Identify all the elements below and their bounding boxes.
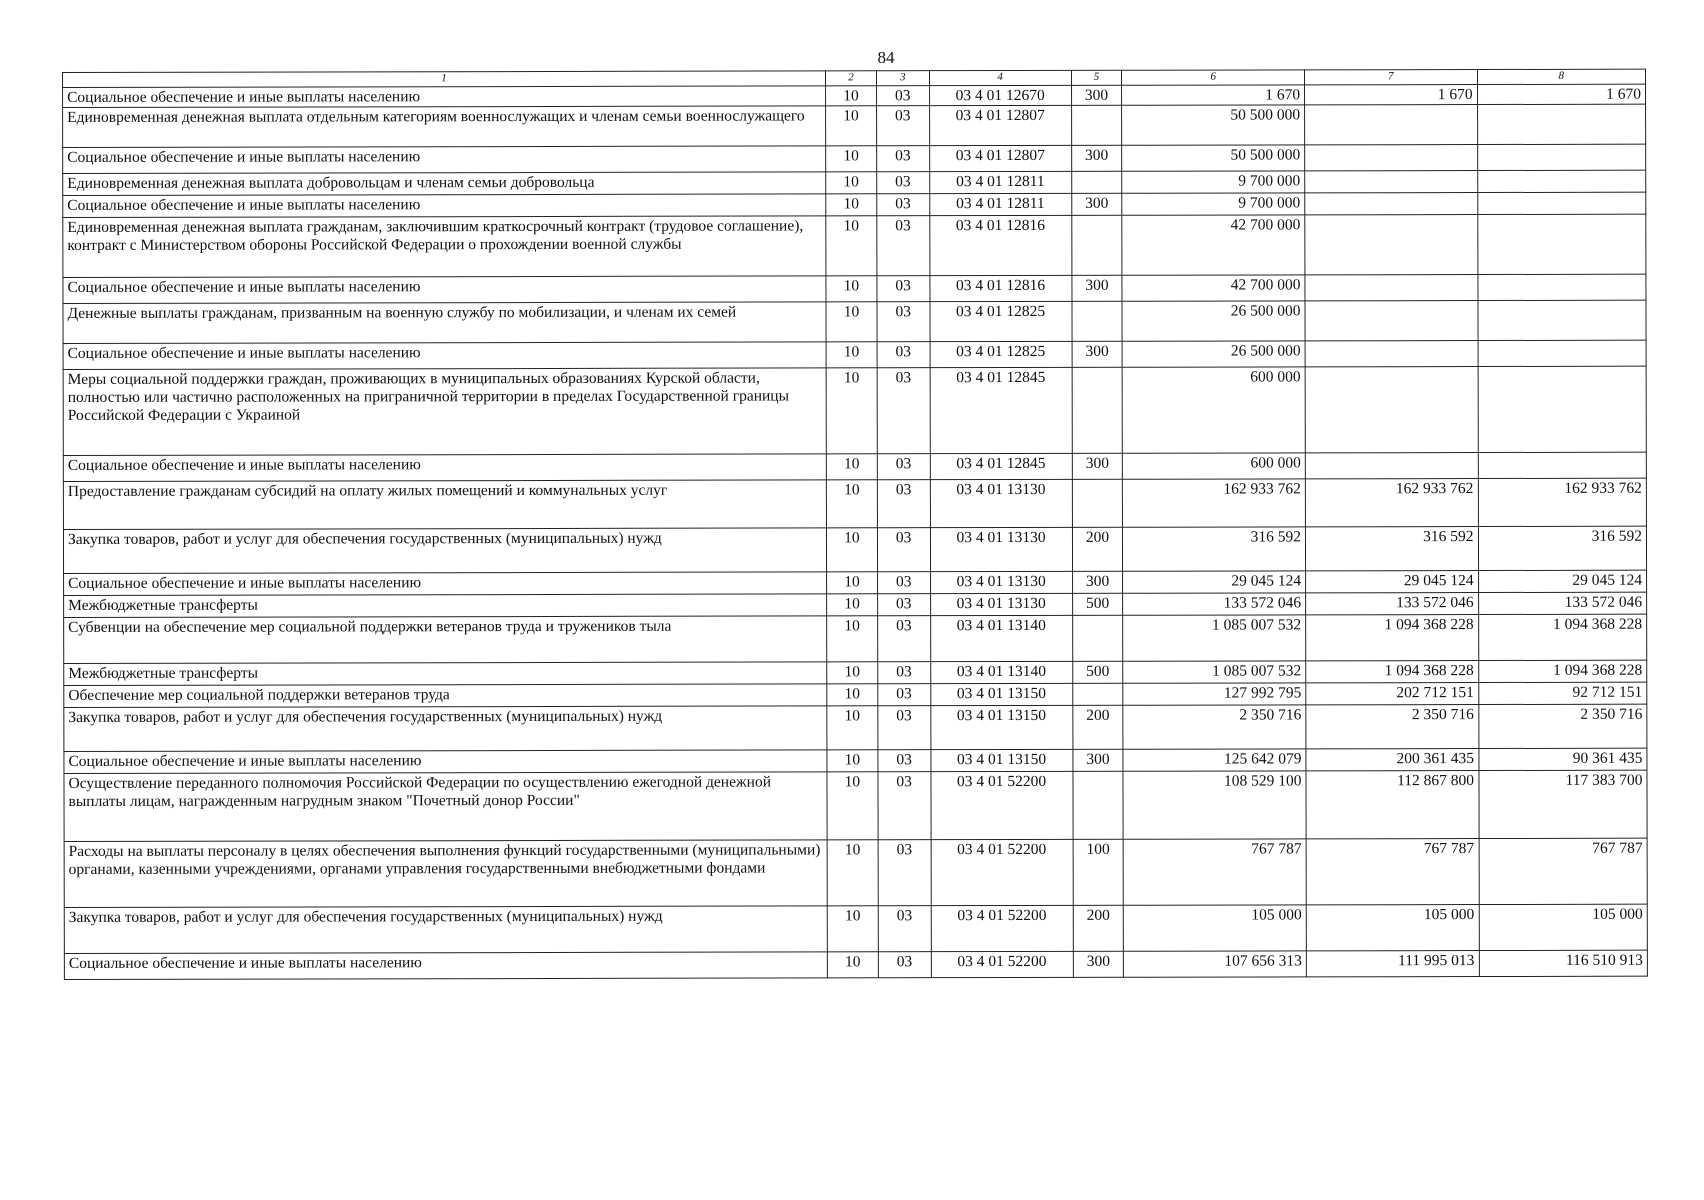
expense-type-code bbox=[1073, 771, 1124, 839]
page-number: 84 bbox=[877, 48, 895, 67]
subsection-code: 03 bbox=[877, 528, 930, 572]
amount-col-7: 202 712 151 bbox=[1306, 683, 1479, 705]
amount-col-8 bbox=[1477, 274, 1646, 300]
amount-col-8: 162 933 762 bbox=[1478, 478, 1647, 526]
expense-type-code bbox=[1072, 615, 1123, 661]
amount-col-6: 162 933 762 bbox=[1123, 479, 1306, 527]
amount-col-6: 1 085 007 532 bbox=[1123, 661, 1306, 683]
table-row bbox=[63, 366, 1646, 455]
column-number: 8 bbox=[1477, 69, 1646, 84]
subsection-code: 03 bbox=[878, 906, 931, 952]
section-code: 10 bbox=[827, 528, 878, 572]
section-code: 10 bbox=[827, 684, 878, 706]
amount-col-6: 133 572 046 bbox=[1123, 593, 1306, 615]
amount-col-6: 600 000 bbox=[1123, 453, 1306, 479]
expense-type-code: 300 bbox=[1071, 193, 1122, 215]
row-name: Социальное обеспечение и иные выплаты населению bbox=[63, 146, 826, 174]
target-article-code: 03 4 01 12807 bbox=[929, 145, 1071, 171]
amount-col-7: 200 361 435 bbox=[1306, 749, 1479, 771]
column-number: 2 bbox=[826, 71, 877, 86]
expense-type-code: 300 bbox=[1073, 749, 1124, 771]
target-article-code: 03 4 01 13130 bbox=[930, 571, 1072, 593]
amount-col-6: 125 642 079 bbox=[1123, 749, 1306, 771]
amount-col-7 bbox=[1305, 275, 1478, 301]
section-code: 10 bbox=[826, 216, 877, 276]
section-code: 10 bbox=[826, 302, 877, 342]
row-name: Единовременная денежная выплата добровольцам и членам семьи добровольца bbox=[63, 172, 826, 196]
section-code: 10 bbox=[827, 840, 878, 906]
amount-col-6: 42 700 000 bbox=[1122, 215, 1305, 275]
section-code: 10 bbox=[826, 276, 877, 302]
expense-type-code bbox=[1072, 683, 1123, 705]
row-name: Единовременная денежная выплата отдельным категориям военнослужащих и членам семьи военнослужащего bbox=[63, 106, 826, 148]
target-article-code: 03 4 01 13130 bbox=[930, 479, 1072, 527]
subsection-code: 03 bbox=[877, 368, 930, 454]
row-name: Социальное обеспечение и иные выплаты населению bbox=[63, 454, 826, 482]
target-article-code: 03 4 01 12825 bbox=[930, 301, 1072, 341]
amount-col-8 bbox=[1477, 104, 1646, 144]
subsection-code: 03 bbox=[878, 772, 931, 840]
target-article-code: 03 4 01 12670 bbox=[929, 85, 1071, 105]
row-name: Социальное обеспечение и иные выплаты населению bbox=[64, 952, 827, 980]
amount-col-7: 1 094 368 228 bbox=[1306, 661, 1479, 683]
amount-col-8: 1 094 368 228 bbox=[1478, 660, 1647, 682]
row-name: Социальное обеспечение и иные выплаты населению bbox=[63, 194, 826, 218]
section-code: 10 bbox=[827, 662, 878, 684]
section-code: 10 bbox=[827, 572, 878, 594]
amount-col-7: 316 592 bbox=[1305, 527, 1478, 571]
amount-col-7 bbox=[1305, 145, 1478, 171]
column-number: 1 bbox=[63, 71, 826, 88]
column-number: 3 bbox=[876, 71, 929, 86]
target-article-code: 03 4 01 13140 bbox=[930, 615, 1072, 661]
amount-col-8 bbox=[1478, 452, 1647, 478]
amount-col-6: 2 350 716 bbox=[1123, 705, 1306, 749]
amount-col-6: 50 500 000 bbox=[1122, 145, 1305, 171]
subsection-code: 03 bbox=[878, 952, 931, 978]
amount-col-7 bbox=[1305, 215, 1478, 275]
section-code: 10 bbox=[826, 454, 877, 480]
table-row bbox=[63, 214, 1646, 277]
amount-col-6: 600 000 bbox=[1122, 367, 1305, 453]
column-number: 6 bbox=[1122, 70, 1305, 85]
subsection-code: 03 bbox=[877, 276, 930, 302]
amount-col-7 bbox=[1305, 341, 1478, 367]
target-article-code: 03 4 01 12816 bbox=[929, 215, 1071, 275]
expense-type-code: 300 bbox=[1073, 951, 1124, 977]
expense-type-code: 200 bbox=[1073, 905, 1124, 951]
row-name: Социальное обеспечение и иные выплаты населению bbox=[63, 86, 826, 108]
table-row bbox=[63, 526, 1646, 573]
expense-type-code: 500 bbox=[1072, 661, 1123, 683]
table-row bbox=[63, 274, 1646, 303]
row-name: Денежные выплаты гражданам, призванным на военную службу по мобилизации, и членам их семей bbox=[63, 302, 826, 344]
subsection-code: 03 bbox=[878, 706, 931, 750]
row-name: Меры социальной поддержки граждан, проживающих в муниципальных образованиях Курской области, полностью или частично расположенных на приграничной территории в пределах Государственной границы Российской Федерации с Украиной bbox=[63, 368, 826, 456]
target-article-code: 03 4 01 12811 bbox=[929, 193, 1071, 215]
column-number: 5 bbox=[1071, 70, 1122, 85]
section-code: 10 bbox=[827, 750, 878, 772]
amount-col-7: 112 867 800 bbox=[1306, 771, 1479, 839]
expense-type-code bbox=[1072, 301, 1123, 341]
table-row bbox=[63, 478, 1646, 529]
section-code: 10 bbox=[827, 594, 878, 616]
row-name: Закупка товаров, работ и услуг для обеспечения государственных (муниципальных) нужд bbox=[63, 528, 826, 574]
row-name: Социальное обеспечение и иные выплаты населению bbox=[64, 750, 827, 774]
amount-col-6: 9 700 000 bbox=[1122, 193, 1305, 215]
subsection-code: 03 bbox=[877, 216, 930, 276]
target-article-code: 03 4 01 12811 bbox=[929, 171, 1071, 193]
target-article-code: 03 4 01 12825 bbox=[930, 341, 1072, 367]
expense-type-code: 300 bbox=[1071, 145, 1122, 171]
amount-col-7 bbox=[1305, 171, 1478, 193]
subsection-code: 03 bbox=[876, 106, 929, 146]
table-row bbox=[64, 950, 1647, 979]
row-name: Закупка товаров, работ и услуг для обеспечения государственных (муниципальных) нужд bbox=[64, 906, 827, 954]
expense-type-code: 200 bbox=[1072, 705, 1123, 749]
row-name: Обеспечение мер социальной поддержки ветеранов труда bbox=[64, 684, 827, 708]
target-article-code: 03 4 01 13140 bbox=[930, 661, 1072, 683]
budget-table bbox=[62, 69, 1648, 980]
expense-type-code: 300 bbox=[1072, 341, 1123, 367]
section-code: 10 bbox=[826, 106, 877, 146]
amount-col-6: 108 529 100 bbox=[1123, 771, 1306, 839]
table-row bbox=[63, 104, 1646, 147]
amount-col-8 bbox=[1478, 340, 1647, 366]
subsection-code: 03 bbox=[876, 86, 929, 106]
target-article-code: 03 4 01 13150 bbox=[930, 749, 1072, 771]
amount-col-7 bbox=[1305, 453, 1478, 479]
section-code: 10 bbox=[827, 952, 878, 978]
amount-col-8: 767 787 bbox=[1479, 838, 1648, 904]
amount-col-7 bbox=[1305, 367, 1478, 453]
target-article-code: 03 4 01 52200 bbox=[931, 771, 1073, 839]
target-article-code: 03 4 01 12845 bbox=[930, 453, 1072, 479]
amount-col-7: 2 350 716 bbox=[1306, 705, 1479, 749]
expense-type-code: 200 bbox=[1072, 527, 1123, 571]
subsection-code: 03 bbox=[877, 194, 930, 216]
table-row bbox=[63, 340, 1646, 369]
amount-col-7 bbox=[1305, 193, 1478, 215]
expense-type-code bbox=[1072, 367, 1123, 453]
target-article-code: 03 4 01 13130 bbox=[930, 527, 1072, 571]
amount-col-8 bbox=[1477, 144, 1646, 170]
amount-col-6: 105 000 bbox=[1124, 905, 1307, 951]
column-number: 4 bbox=[929, 70, 1071, 85]
expense-type-code: 300 bbox=[1072, 571, 1123, 593]
subsection-code: 03 bbox=[877, 342, 930, 368]
subsection-code: 03 bbox=[877, 572, 930, 594]
amount-col-7: 111 995 013 bbox=[1306, 951, 1479, 977]
subsection-code: 03 bbox=[877, 616, 930, 662]
amount-col-7 bbox=[1305, 301, 1478, 341]
amount-col-6: 767 787 bbox=[1123, 839, 1306, 905]
amount-col-6: 127 992 795 bbox=[1123, 683, 1306, 705]
row-name: Субвенции на обеспечение мер социальной поддержки ветеранов труда и тружеников тыла bbox=[64, 616, 827, 664]
amount-col-8: 29 045 124 bbox=[1478, 570, 1647, 592]
target-article-code: 03 4 01 13150 bbox=[930, 705, 1072, 749]
expense-type-code: 100 bbox=[1073, 839, 1124, 905]
amount-col-6: 26 500 000 bbox=[1122, 341, 1305, 367]
table-row bbox=[63, 452, 1646, 481]
row-name: Закупка товаров, работ и услуг для обеспечения государственных (муниципальных) нужд bbox=[64, 706, 827, 752]
subsection-code: 03 bbox=[877, 172, 930, 194]
amount-col-8: 1 670 bbox=[1477, 84, 1646, 104]
amount-col-6: 29 045 124 bbox=[1123, 571, 1306, 593]
table-row bbox=[64, 838, 1647, 907]
target-article-code: 03 4 01 12807 bbox=[929, 105, 1071, 145]
target-article-code: 03 4 01 13130 bbox=[930, 593, 1072, 615]
amount-col-8: 117 383 700 bbox=[1478, 770, 1647, 838]
amount-col-7: 162 933 762 bbox=[1305, 479, 1478, 527]
row-name: Межбюджетные трансферты bbox=[64, 662, 827, 686]
expense-type-code bbox=[1071, 215, 1122, 275]
amount-col-7: 1 670 bbox=[1305, 85, 1478, 105]
expense-type-code: 300 bbox=[1071, 85, 1122, 105]
expense-type-code: 300 bbox=[1072, 275, 1123, 301]
amount-col-7: 767 787 bbox=[1306, 839, 1479, 905]
amount-col-6: 50 500 000 bbox=[1122, 105, 1305, 145]
expense-type-code bbox=[1071, 171, 1122, 193]
expense-type-code bbox=[1071, 105, 1122, 145]
amount-col-6: 316 592 bbox=[1123, 527, 1306, 571]
row-name: Социальное обеспечение и иные выплаты населению bbox=[63, 276, 826, 304]
amount-col-6: 1 670 bbox=[1122, 85, 1305, 105]
table-row bbox=[63, 144, 1646, 173]
expense-type-code: 300 bbox=[1072, 453, 1123, 479]
target-article-code: 03 4 01 13150 bbox=[930, 683, 1072, 705]
amount-col-8: 90 361 435 bbox=[1478, 748, 1647, 770]
amount-col-7: 1 094 368 228 bbox=[1306, 615, 1479, 661]
amount-col-8: 105 000 bbox=[1479, 904, 1648, 950]
target-article-code: 03 4 01 12845 bbox=[930, 367, 1072, 453]
amount-col-8 bbox=[1478, 366, 1647, 452]
section-code: 10 bbox=[827, 772, 878, 840]
amount-col-8: 116 510 913 bbox=[1479, 950, 1648, 976]
section-code: 10 bbox=[826, 368, 877, 454]
row-name: Межбюджетные трансферты bbox=[64, 594, 827, 618]
table-row bbox=[64, 614, 1647, 663]
amount-col-8: 92 712 151 bbox=[1478, 682, 1647, 704]
amount-col-6: 26 500 000 bbox=[1122, 301, 1305, 341]
section-code: 10 bbox=[826, 342, 877, 368]
amount-col-8: 2 350 716 bbox=[1478, 704, 1647, 748]
expense-type-code: 500 bbox=[1072, 593, 1123, 615]
row-name: Расходы на выплаты персоналу в целях обеспечения выполнения функций государственными (муниципальными) органами, казенными учреждениями, органами управления государственными внебюджетными фондами bbox=[64, 840, 827, 908]
amount-col-8 bbox=[1477, 192, 1646, 214]
table-row bbox=[64, 704, 1647, 751]
amount-col-8 bbox=[1477, 214, 1646, 274]
section-code: 10 bbox=[827, 616, 878, 662]
subsection-code: 03 bbox=[877, 594, 930, 616]
target-article-code: 03 4 01 12816 bbox=[930, 275, 1072, 301]
target-article-code: 03 4 01 52200 bbox=[931, 951, 1073, 977]
subsection-code: 03 bbox=[877, 454, 930, 480]
amount-col-6: 9 700 000 bbox=[1122, 171, 1305, 193]
subsection-code: 03 bbox=[876, 146, 929, 172]
section-code: 10 bbox=[827, 906, 878, 952]
row-name: Осуществление переданного полномочия Российской Федерации по осуществлению ежегодной денежной выплаты лицам, награжденным нагрудным знаком "Почетный донор России" bbox=[64, 772, 827, 842]
section-code: 10 bbox=[826, 480, 877, 528]
amount-col-8: 133 572 046 bbox=[1478, 592, 1647, 614]
subsection-code: 03 bbox=[877, 302, 930, 342]
target-article-code: 03 4 01 52200 bbox=[931, 839, 1073, 905]
amount-col-6: 107 656 313 bbox=[1124, 951, 1307, 977]
row-name: Социальное обеспечение и иные выплаты населению bbox=[63, 342, 826, 370]
table-row bbox=[63, 300, 1646, 343]
section-code: 10 bbox=[826, 86, 877, 106]
amount-col-7: 105 000 bbox=[1306, 905, 1479, 951]
table-row bbox=[64, 904, 1647, 953]
amount-col-7: 29 045 124 bbox=[1306, 571, 1479, 593]
amount-col-7 bbox=[1305, 105, 1478, 145]
table-row bbox=[64, 770, 1647, 841]
subsection-code: 03 bbox=[878, 840, 931, 906]
section-code: 10 bbox=[827, 706, 878, 750]
row-name: Единовременная денежная выплата гражданам, заключившим краткосрочный контракт (трудовое соглашение), контракт с Министерством обороны Российской Федерации о прохождении военной службы bbox=[63, 216, 826, 278]
amount-col-6: 1 085 007 532 bbox=[1123, 615, 1306, 661]
section-code: 10 bbox=[826, 172, 877, 194]
subsection-code: 03 bbox=[878, 684, 931, 706]
amount-col-8 bbox=[1477, 170, 1646, 192]
amount-col-7: 133 572 046 bbox=[1306, 593, 1479, 615]
target-article-code: 03 4 01 52200 bbox=[931, 905, 1073, 951]
column-number: 7 bbox=[1305, 70, 1478, 85]
amount-col-8 bbox=[1477, 300, 1646, 340]
row-name: Социальное обеспечение и иные выплаты населению bbox=[64, 572, 827, 596]
row-name: Предоставление гражданам субсидий на оплату жилых помещений и коммунальных услуг bbox=[63, 480, 826, 530]
amount-col-8: 316 592 bbox=[1478, 526, 1647, 570]
amount-col-6: 42 700 000 bbox=[1122, 275, 1305, 301]
amount-col-8: 1 094 368 228 bbox=[1478, 614, 1647, 660]
subsection-code: 03 bbox=[878, 750, 931, 772]
section-code: 10 bbox=[826, 146, 877, 172]
section-code: 10 bbox=[826, 194, 877, 216]
expense-type-code bbox=[1072, 479, 1123, 527]
subsection-code: 03 bbox=[877, 480, 930, 528]
subsection-code: 03 bbox=[878, 662, 931, 684]
